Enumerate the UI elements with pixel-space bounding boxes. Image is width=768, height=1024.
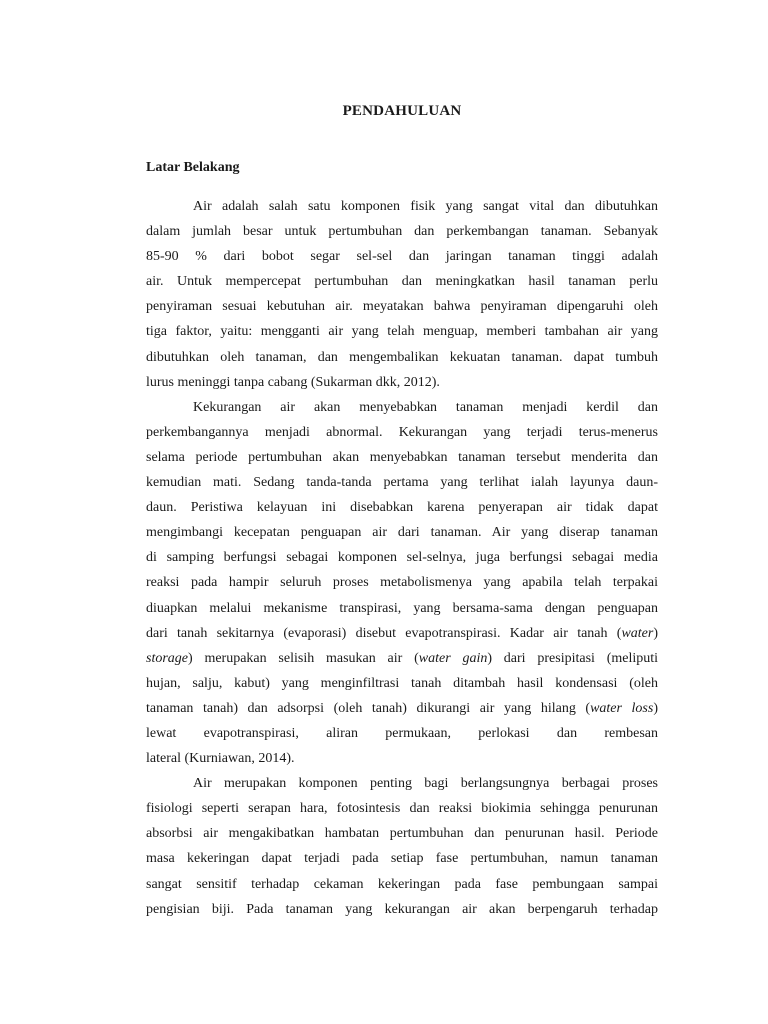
text-line (146, 696, 658, 721)
text-line: reaksi pada hampir seluruh proses metabolismenya yang apabila telah terpakai (146, 575, 658, 591)
text-segment: ) merupakan selisih masukan air ( (188, 650, 419, 666)
text-line: Air adalah salah satu komponen fisik yang sangat vital dan dibutuhkan (193, 199, 658, 214)
text-segment: dari tanah sekitarnya (evaporasi) disebut evapotranspirasi. Kadar air tanah ( (146, 625, 622, 641)
text-line: lurus meninggi tanpa cabang (Sukarman dkk, 2012). (146, 374, 440, 390)
text-line: absorbsi air mengakibatkan hambatan pertumbuhan dan penurunan hasil. Periode (146, 826, 658, 842)
text-line: tiga faktor, yaitu: mengganti air yang telah menguap, memberi tambahan air yang (146, 324, 658, 340)
paragraph (146, 194, 658, 395)
text-line: lewat evapotranspirasi, aliran permukaan, perlokasi dan rembesan (146, 725, 658, 741)
text-segment: tanaman tanah) dan adsorpsi (oleh tanah) dikurangi air yang hilang ( (146, 700, 591, 716)
text-line: dibutuhkan oleh tanaman, dan mengembalikan kekuatan tanaman. dapat tumbuh (146, 349, 658, 365)
text-line: penyiraman sesuai kebutuhan air. meyatakan bahwa penyiraman dipengaruhi oleh (146, 299, 658, 315)
text-line: diuapkan melalui mekanisme transpirasi, yang bersama-sama dengan penguapan (146, 600, 658, 616)
italic-term: storage (146, 650, 188, 666)
section-heading: Latar Belakang (146, 160, 240, 175)
text-line: Kekurangan air akan menyebabkan tanaman menjadi kerdil dan (193, 399, 658, 415)
document-body (146, 194, 658, 922)
text-line: Air merupakan komponen penting bagi berlangsungnya berbagai proses (193, 776, 658, 792)
text-line: pengisian biji. Pada tanaman yang kekurangan air akan berpengaruh terhadap (146, 901, 658, 917)
italic-term: water loss (590, 700, 654, 716)
italic-term: water (621, 625, 654, 641)
text-line: mengimbangi kecepatan penguapan air dari tanaman. Air yang diserap tanaman (146, 525, 658, 541)
text-line: fisiologi seperti serapan hara, fotosintesis dan reaksi biokimia sehingga penurunan (146, 801, 658, 817)
paragraph (146, 395, 658, 771)
text-line: hujan, salju, kabut) yang menginfiltrasi tanah ditambah hasil kondensasi (oleh (146, 675, 658, 691)
text-line: di samping berfungsi sebagai komponen sel-selnya, juga berfungsi sebagai media (146, 550, 658, 566)
text-segment: ) dari presipitasi (meliputi (487, 650, 659, 666)
text-line: 85-90 % dari bobot segar sel-sel dan jaringan tanaman tinggi adalah (146, 249, 658, 265)
text-line: air. Untuk mempercepat pertumbuhan dan meningkatkan hasil tanaman perlu (146, 274, 658, 290)
page-title: PENDAHULUAN (342, 103, 462, 119)
text-line: sangat sensitif terhadap cekaman kekeringan pada fase pembungaan sampai (146, 876, 658, 892)
text-line: kemudian mati. Sedang tanda-tanda pertama yang terlihat ialah layunya daun- (146, 475, 658, 491)
paragraph (146, 771, 658, 922)
text-line: dalam jumlah besar untuk pertumbuhan dan perkembangan tanaman. Sebanyak (146, 224, 658, 240)
text-line: perkembangannya menjadi abnormal. Kekurangan yang terjadi terus-menerus (146, 424, 658, 440)
italic-term: water gain (418, 650, 488, 666)
text-line: masa kekeringan dapat terjadi pada setiap fase pertumbuhan, namun tanaman (146, 851, 658, 867)
text-line: selama periode pertumbuhan akan menyebabkan tanaman tersebut menderita dan (146, 449, 658, 465)
text-line (146, 646, 658, 671)
text-segment: ) (653, 700, 659, 716)
text-line: lateral (Kurniawan, 2014). (146, 751, 295, 767)
text-line: daun. Peristiwa kelayuan ini disebabkan karena penyerapan air tidak dapat (146, 500, 658, 516)
text-segment: ) (653, 625, 658, 641)
text-line (146, 621, 658, 646)
